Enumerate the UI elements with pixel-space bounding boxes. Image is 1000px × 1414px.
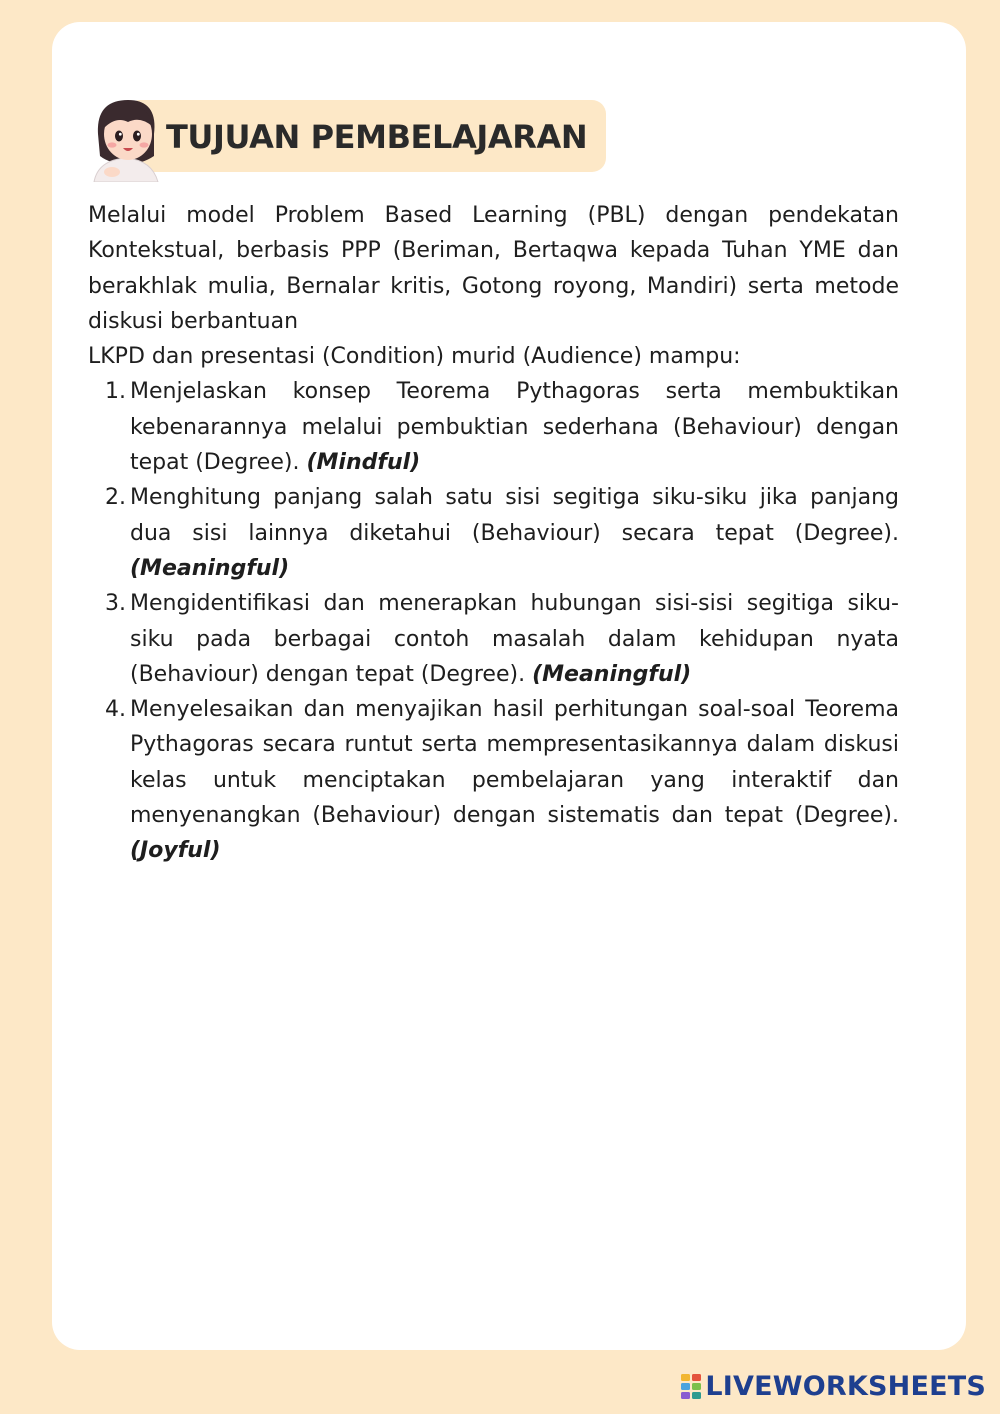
objective-tag: (Mindful) [306, 450, 421, 476]
objective-number: 3. [105, 591, 126, 617]
objective-number: 1. [105, 379, 126, 405]
intro-paragraph [88, 198, 899, 374]
objective-tag: (Meaningful) [532, 661, 692, 687]
objectives-list [88, 374, 899, 868]
liveworksheets-logo-icon [681, 1374, 701, 1400]
teacher-avatar-icon [88, 94, 166, 182]
objective-tag: (Meaningful) [130, 555, 290, 581]
objective-item [88, 374, 899, 480]
brand-name: LIVEWORKSHEETS [705, 1371, 986, 1402]
objective-item [88, 586, 899, 692]
objective-text: Menghitung panjang salah satu sisi segitiga siku-siku jika panjang dua sisi lainnya diketahui (Behaviour) secara tepat (Degree). [130, 485, 899, 546]
intro-last-line: LKPD dan presentasi (Condition) murid (Audience) mampu: [88, 344, 741, 370]
objective-number: 2. [105, 485, 126, 511]
objective-number: 4. [105, 697, 126, 723]
objective-item [88, 480, 899, 586]
objective-text: Menyelesaikan dan menyajikan hasil perhitungan soal-soal Teorema Pythagoras secara runtut serta mempresentasikannya dalam diskusi kelas untuk menciptakan pembelajaran yang interaktif dan menyenangkan (Behaviour) dengan sistematis dan tepat (Degree). [130, 697, 899, 829]
liveworksheets-brand[interactable] [681, 1371, 986, 1402]
objective-text: Menjelaskan konsep Teorema Pythagoras serta membuktikan kebenarannya melalui pembuktian sederhana (Behaviour) dengan tepat (Degree). [130, 379, 899, 476]
objective-item [88, 692, 899, 868]
objective-tag: (Joyful) [130, 838, 221, 864]
learning-objectives-section [88, 198, 899, 869]
intro-text: Melalui model Problem Based Learning (PBL) dengan pendekatan Kontekstual, berbasis PPP (Beriman, Bertaqwa kepada Tuhan YME dan berakhlak mulia, Bernalar kritis, Gotong royong, Mandiri) serta metode diskusi berbantuan [88, 203, 899, 334]
objective-text: Mengidentifikasi dan menerapkan hubungan sisi-sisi segitiga siku-siku pada berbagai contoh masalah dalam kehidupan nyata (Behaviour) dengan tepat (Degree). [130, 591, 899, 687]
page-title: TUJUAN PEMBELAJARAN [166, 118, 588, 156]
